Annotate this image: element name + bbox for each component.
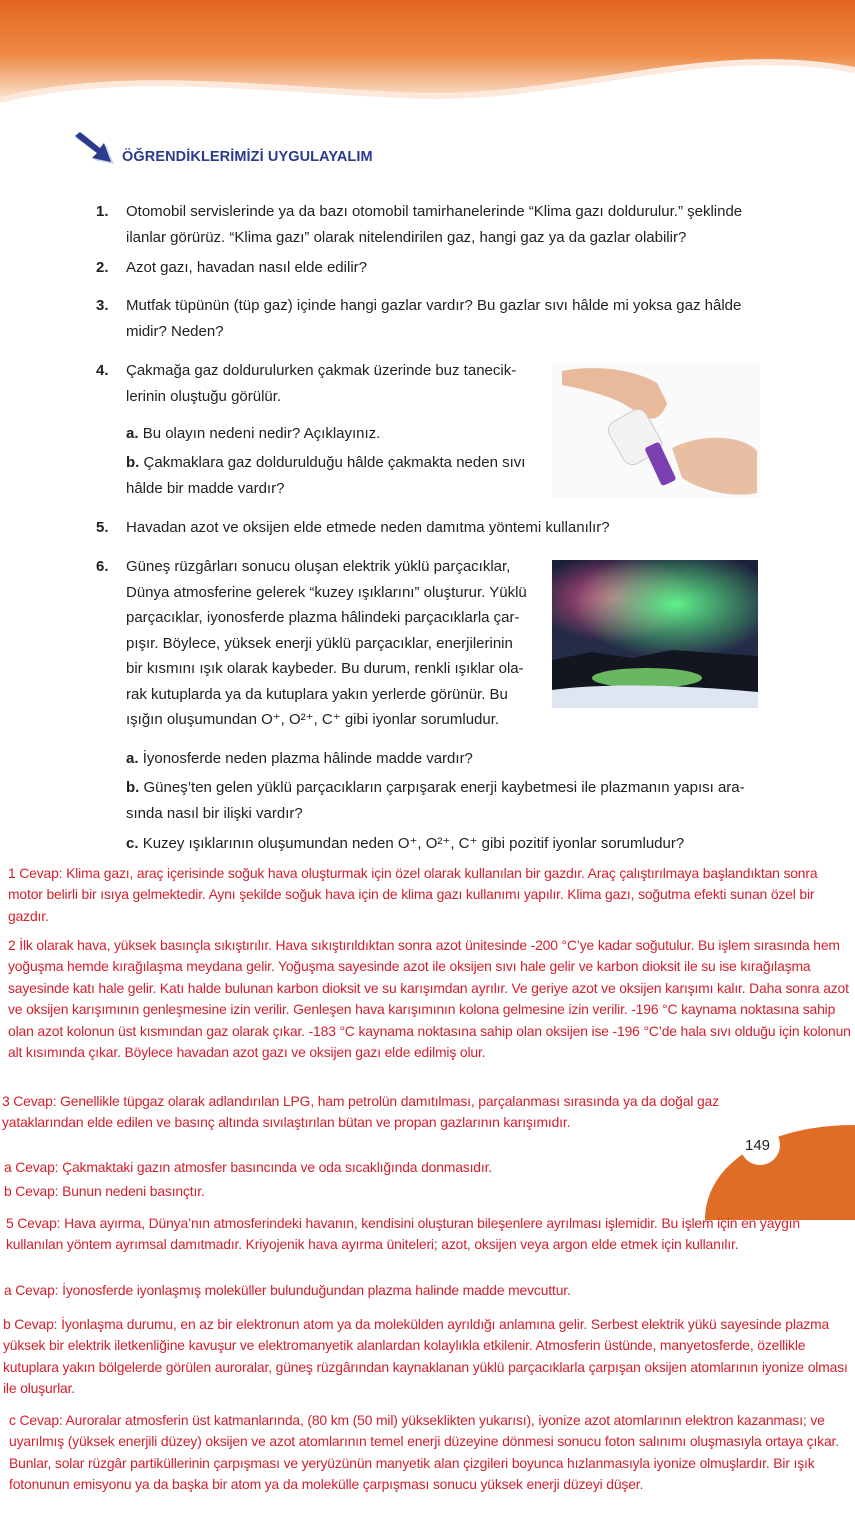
answer-3: 3 Cevap: Genellikle tüpgaz olarak adlandırılan LPG, ham petrolün damıtılması, parçalanması sırasında ya da doğal gaz yataklarından elde edilen ve basınç altında sıvılaştırılan bütan ve propan gazlarının karışımıdır.	[2, 1093, 719, 1131]
question-text: Azot gazı, havadan nasıl elde edilir?	[126, 259, 367, 276]
question-1	[96, 199, 764, 250]
question-3	[96, 293, 764, 344]
sub-text: İyonosferde neden plazma hâlinde madde vardır?	[142, 750, 473, 767]
question-text: Mutfak tüpünün (tüp gaz) içinde hangi gazlar vardır? Bu gazlar sıvı hâlde mi yoksa gaz hâlde midir? Neden?	[126, 297, 742, 340]
aurora-photo	[552, 560, 758, 708]
lighter-refill-photo	[552, 363, 760, 498]
question-4a	[126, 421, 526, 447]
answer-4b: b Cevap: Bunun nedeni basınçtır.	[4, 1183, 205, 1199]
question-number: 4.	[96, 362, 109, 379]
question-4b	[126, 450, 536, 502]
sub-text: Güneş’ten gelen yüklü parçacıkların çarpışarak enerji kaybetmesi ile plazmanın yapısı ara-sında nasıl bir ilişki vardır?	[126, 779, 745, 822]
sub-label: b.	[126, 779, 140, 796]
answer-2: 2 İlk olarak hava, yüksek basınçla sıkıştırılır. Hava sıkıştırıldıktan sonra azot ünitesinde -200 °C’ye kadar soğutulur. Bu işlem sırasında hem yoğuşma hemde kırağılaşma meydana gelir. Yoğuşma sayesinde azot ile oksijen sıvı hale gelir ve karbon dioksit ile su ise kırağılaşma sayesinde katı hale gelir. Katı halde bulunan karbon dioksit ve su karışımdan ayrılır. Ve geriye azot ve oksijen karışımı kalır. Daha sonra azot ve oksijen karışımının genleşmesine izin verilir. Genleşen hava karışımının kolona gelmesine izin verilir. -196 °C kaynama noktasına sahip olan azot kolonun üst kısmından gaz olarak çıkar. -183 °C kaynama noktasına sahip olan oksijen ise -196 °C’de hala sıvı olduğu için kolonun alt kısımında çıkar. Böylece havadan azot gazı ve oksijen gazı elde edilmiş olur.	[8, 937, 851, 1061]
question-6a	[126, 746, 766, 772]
question-2	[96, 255, 764, 281]
question-text: Otomobil servislerinde ya da bazı otomobil tamirhanelerinde “Klima gazı doldurulur.” şeklinde ilanlar görürüz. “Klima gazı” olarak nitelendirilen gaz, hangi gaz ya da gazlar olabilir?	[126, 203, 743, 246]
answer-5: 5 Cevap: Hava ayırma, Dünya’nın atmosferindeki havanın, kendisini oluşturan bileşenlere ayrılması işlemidir. Bu işlem için en yaygın kullanılan yöntem ayrımsal damıtmadır. Kriyojenik hava ayırma üniteleri; azot, oksijen veya argon elde etmek için kullanılır.	[6, 1215, 800, 1253]
question-6b	[126, 775, 766, 827]
question-text: Çakmağa gaz doldurulurken çakmak üzerinde buz tanecik-lerinin oluştuğu görülür.	[126, 362, 517, 405]
answer-6c: c Cevap: Auroralar atmosferin üst katmanlarında, (80 km (50 mil) yükseklikten yukarısı), iyonize azot atomlarının elektron kazanması; ve uyarılmış (yüksek enerjili düzey) oksijen ve azot atomlarının temel enerji düzeyine dönmesi sonucu foton salınımı oluşmasıyla ortaya çıkar. Bunlar, solar rüzgâr partiküllerinin çarpışması ve yeryüzünün manyetik alan çizgileri boyunca hızlanmasıyla iyonize olmuşlardır. Bir ışık fotonunun emisyonu ya da başka bir atom ya da molekülle çarpışması sonucu yüksek enerji düzeyi düşer.	[9, 1412, 839, 1493]
answer-6b: b Cevap: İyonlaşma durumu, en az bir elektronun atom ya da molekülden ayrıldığı anlamına gelir. Serbest elektrik yükü sayesinde plazma yüksek bir elektrik iletkenliğine kavuşur ve elektromanyetik alanlardan kolaylıkla etkilenir. Atmosferin üstünde, manyetosferde, özellikle kutuplara yakın bölgelerde görülen auroralar, güneş rüzgârından kaynaklanan yüklü parçacıklarla çarpışan oksijen atomlarının iyonize olması ile oluşurlar.	[3, 1316, 848, 1397]
question-text: Güneş rüzgârları sonucu oluşan elektrik yüklü parçacıklar, Dünya atmosferine gelerek “kuzey ışıklarını” oluşturur. Yüklü parçacıklar, iyonosferde plazma hâlindeki parçacıklarla çar-pışır. Böylece, yüksek enerji yüklü parçacıklar, enerjilerinin bir kısmını ışık olarak kaybeder. Bu durum, renkli ışıklar ola-rak kutuplarda ya da kutuplara yakın yerlerde görünür. Bu ışığın oluşumundan O⁺, O²⁺, C⁺ gibi iyonlar sorumludur.	[126, 558, 527, 728]
sub-label: a.	[126, 750, 139, 767]
question-6c	[126, 831, 766, 857]
sub-text: Çakmaklara gaz doldurulduğu hâlde çakmakta neden sıvı hâlde bir madde vardır?	[126, 454, 526, 497]
question-number: 6.	[96, 558, 109, 575]
page-number-corner	[705, 1125, 855, 1220]
arrow-icon	[74, 132, 116, 166]
question-6	[96, 554, 532, 733]
sub-label: b.	[126, 454, 140, 471]
sub-text: Bu olayın nedeni nedir? Açıklayınız.	[142, 425, 381, 442]
question-text: Havadan azot ve oksijen elde etmede neden damıtma yöntemi kullanılır?	[126, 519, 610, 536]
question-number: 2.	[96, 259, 109, 276]
orange-wave-banner	[0, 0, 855, 110]
question-number: 1.	[96, 203, 109, 220]
question-number: 3.	[96, 297, 109, 314]
answer-6a: a Cevap: İyonosferde iyonlaşmış moleküller bulunduğundan plazma halinde madde mevcuttur.	[4, 1282, 571, 1298]
question-4	[96, 358, 532, 409]
sub-label: c.	[126, 835, 139, 852]
question-5	[96, 515, 764, 541]
section-heading: ÖĞRENDİKLERİMİZİ UYGULAYALIM	[122, 149, 373, 165]
sub-text: Kuzey ışıklarının oluşumundan neden O⁺, O²⁺, C⁺ gibi pozitif iyonlar sorumludur?	[142, 835, 685, 852]
question-number: 5.	[96, 519, 109, 536]
page-number: 149	[745, 1137, 771, 1154]
answer-4a: a Cevap: Çakmaktaki gazın atmosfer basıncında ve oda sıcaklığında donmasıdır.	[4, 1159, 493, 1175]
answer-1: 1 Cevap: Klima gazı, araç içerisinde soğuk hava oluşturmak için özel olarak kullanılan bir gazdır. Araç çalıştırılmaya başlandıktan sonra motor belirli bir ısıya gelmektedir. Aynı şekilde soğuk hava için de klima gazı kullanımı yapılır. Klima gazı, soğutma efekti sunan özel bir gazdır.	[8, 865, 818, 924]
sub-label: a.	[126, 425, 139, 442]
